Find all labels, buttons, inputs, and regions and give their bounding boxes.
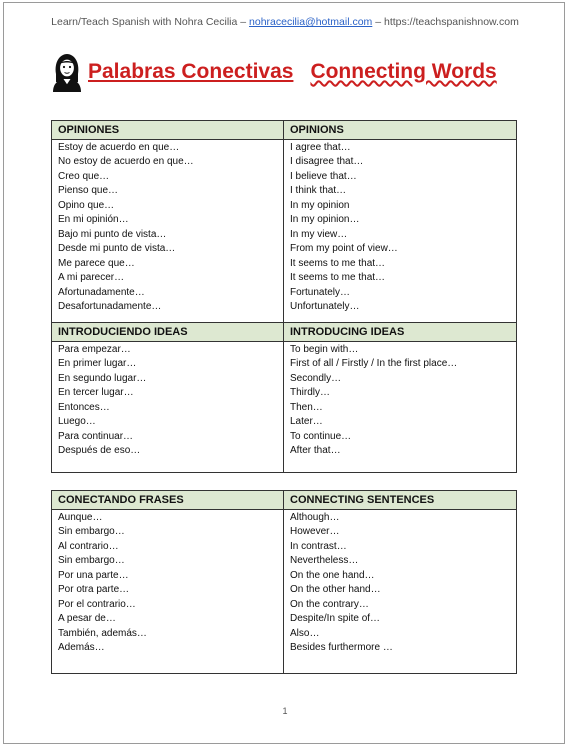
table-row xyxy=(52,300,517,315)
email-link[interactable]: nohracecilia@hotmail.com xyxy=(249,16,373,28)
table-row xyxy=(52,597,517,612)
english-phrase: Besides furthermore … xyxy=(284,641,517,656)
connecting-sentences-table xyxy=(51,490,517,674)
table-row xyxy=(52,386,517,401)
english-phrase: Later… xyxy=(284,415,517,430)
spanish-phrase: No estoy de acuerdo en que… xyxy=(52,155,284,170)
spanish-phrase: Me parece que… xyxy=(52,256,284,271)
spanish-phrase: Desafortunadamente… xyxy=(52,300,284,315)
spanish-phrase: Además… xyxy=(52,641,284,656)
english-phrase: I agree that… xyxy=(284,140,517,155)
opinions-table xyxy=(51,120,517,323)
table-row xyxy=(52,429,517,444)
table-row xyxy=(52,444,517,459)
english-phrase: From my point of view… xyxy=(284,242,517,257)
spanish-phrase: Estoy de acuerdo en que… xyxy=(52,140,284,155)
table-row xyxy=(52,285,517,300)
spacer-row xyxy=(52,655,517,674)
table-row xyxy=(52,155,517,170)
table-row xyxy=(52,641,517,656)
english-phrase: Although… xyxy=(284,510,517,525)
spanish-phrase: En segundo lugar… xyxy=(52,371,284,386)
table-row xyxy=(52,256,517,271)
english-phrase: Also… xyxy=(284,626,517,641)
english-phrase: In my view… xyxy=(284,227,517,242)
title-english: Connecting Words xyxy=(310,60,497,83)
column-header-english: OPINIONS xyxy=(284,121,517,140)
english-phrase: However… xyxy=(284,525,517,540)
table-row xyxy=(52,357,517,372)
table-row xyxy=(52,539,517,554)
spanish-phrase: Desde mi punto de vista… xyxy=(52,242,284,257)
english-phrase: Fortunately… xyxy=(284,285,517,300)
table-row xyxy=(52,242,517,257)
spanish-phrase: Al contrario… xyxy=(52,539,284,554)
spanish-phrase: Sin embargo… xyxy=(52,554,284,569)
english-phrase: I disagree that… xyxy=(284,155,517,170)
english-phrase: I think that… xyxy=(284,184,517,199)
table-row xyxy=(52,626,517,641)
spanish-phrase: En tercer lugar… xyxy=(52,386,284,401)
column-header-spanish: CONECTANDO FRASES xyxy=(52,491,284,510)
spanish-phrase: Opino que… xyxy=(52,198,284,213)
english-phrase: I believe that… xyxy=(284,169,517,184)
english-phrase: Unfortunately… xyxy=(284,300,517,315)
spanish-phrase: Por el contrario… xyxy=(52,597,284,612)
spanish-phrase: Afortunadamente… xyxy=(52,285,284,300)
spanish-phrase: Luego… xyxy=(52,415,284,430)
spanish-phrase: Bajo mi punto de vista… xyxy=(52,227,284,242)
table-row xyxy=(52,198,517,213)
english-phrase: To continue… xyxy=(284,429,517,444)
column-header-english: INTRODUCING IDEAS xyxy=(284,323,517,342)
english-phrase: To begin with… xyxy=(284,342,517,357)
spanish-phrase: Para empezar… xyxy=(52,342,284,357)
title-spanish: Palabras Conectivas xyxy=(88,60,294,83)
spanish-phrase: A pesar de… xyxy=(52,612,284,627)
table-row xyxy=(52,140,517,155)
table-row xyxy=(52,213,517,228)
header-suffix: – https://teachspanishnow.com xyxy=(372,16,519,28)
english-phrase: On the other hand… xyxy=(284,583,517,598)
english-phrase: Despite/In spite of… xyxy=(284,612,517,627)
header-prefix: Learn/Teach Spanish with Nohra Cecilia – xyxy=(51,16,250,28)
table-row xyxy=(52,271,517,286)
spanish-phrase: Creo que… xyxy=(52,169,284,184)
english-phrase: Then… xyxy=(284,400,517,415)
teacher-avatar-icon xyxy=(50,52,84,92)
spanish-phrase: Entonces… xyxy=(52,400,284,415)
column-header-spanish: OPINIONES xyxy=(52,121,284,140)
spanish-phrase: Aunque… xyxy=(52,510,284,525)
table-row xyxy=(52,554,517,569)
table-row xyxy=(52,227,517,242)
table-row xyxy=(52,525,517,540)
spanish-phrase: En mi opinión… xyxy=(52,213,284,228)
table-row xyxy=(52,342,517,357)
column-header-spanish: INTRODUCIENDO IDEAS xyxy=(52,323,284,342)
english-phrase: On the contrary… xyxy=(284,597,517,612)
english-phrase: In contrast… xyxy=(284,539,517,554)
column-header-english: CONNECTING SENTENCES xyxy=(284,491,517,510)
english-phrase: It seems to me that… xyxy=(284,256,517,271)
english-phrase: It seems to me that… xyxy=(284,271,517,286)
table-row xyxy=(52,583,517,598)
page-header xyxy=(0,16,570,28)
english-phrase: On the one hand… xyxy=(284,568,517,583)
english-phrase: In my opinion xyxy=(284,198,517,213)
table-row xyxy=(52,568,517,583)
spanish-phrase: Sin embargo… xyxy=(52,525,284,540)
introducing-ideas-table xyxy=(51,322,517,473)
page-number: 1 xyxy=(282,706,288,716)
english-phrase: First of all / Firstly / In the first place… xyxy=(284,357,517,372)
spanish-phrase: Para continuar… xyxy=(52,429,284,444)
english-phrase: Secondly… xyxy=(284,371,517,386)
english-phrase: Thirdly… xyxy=(284,386,517,401)
table-row xyxy=(52,371,517,386)
spanish-phrase: Por una parte… xyxy=(52,568,284,583)
table-row xyxy=(52,400,517,415)
table-row xyxy=(52,510,517,525)
spanish-phrase: Por otra parte… xyxy=(52,583,284,598)
spanish-phrase: A mi parecer… xyxy=(52,271,284,286)
table-row xyxy=(52,184,517,199)
spanish-phrase: Pienso que… xyxy=(52,184,284,199)
title-bar xyxy=(50,48,497,96)
table-row xyxy=(52,169,517,184)
english-phrase: Nevertheless… xyxy=(284,554,517,569)
english-phrase: After that… xyxy=(284,444,517,459)
table-row xyxy=(52,415,517,430)
spanish-phrase: En primer lugar… xyxy=(52,357,284,372)
table-row xyxy=(52,612,517,627)
spanish-phrase: También, además… xyxy=(52,626,284,641)
spanish-phrase: Después de eso… xyxy=(52,444,284,459)
english-phrase: In my opinion… xyxy=(284,213,517,228)
spacer-row xyxy=(52,458,517,473)
